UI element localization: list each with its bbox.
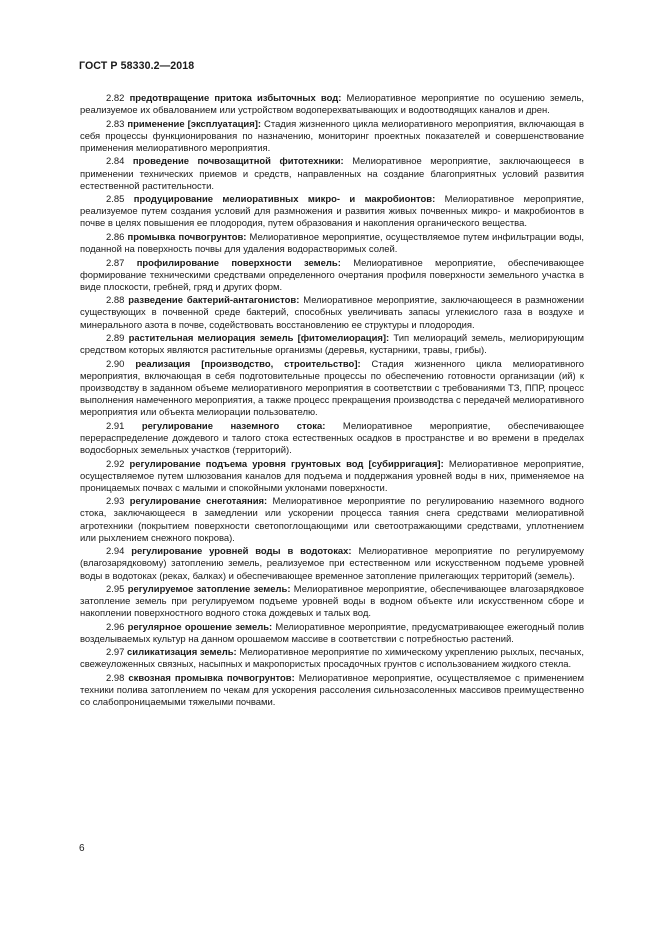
term-number: 2.87 bbox=[106, 257, 125, 269]
term-entry bbox=[80, 359, 584, 420]
term-entry bbox=[80, 119, 584, 155]
term-title: растительная мелиорация земель [фитомелиорация]: bbox=[128, 333, 390, 345]
term-definition: Тип мелиораций земель, мелиорирующим средством которых являются растительные организмы (деревья, кустарники, травы, грибы). bbox=[80, 333, 584, 357]
term-definition: Мелиоративное мероприятие, осуществляемое с применением техники полива затоплением по чекам для ускорения рассоления сильнозасоленных массивов преимущественно со слабопроницаемыми тяжелыми почвами. bbox=[80, 672, 584, 709]
term-definition: Мелиоративное мероприятие по регулируемому (влагозарядковому) затоплению земель, реализуемое при естественном или искусственном подъеме уровней воды в водотоках (реках, балках) и обеспечивающее временное затопление прилегающих территорий (земель). bbox=[80, 546, 584, 582]
document-header: ГОСТ Р 58330.2—2018 bbox=[79, 60, 195, 72]
term-entry bbox=[80, 421, 584, 457]
term-definition: Мелиоративное мероприятие, обеспечивающее формирование техническими средствами определенного очертания профиля поверхности земельного участка в виде плоскости, гребней, гряд и других форм. bbox=[80, 257, 584, 293]
term-definition: Стадия жизненного цикла мелиоративного мероприятия, включающая в себя процессы функционирования по назначению, мониторинг проектных показателей и совершенствование применения мелиоративного мероприятия. bbox=[80, 118, 585, 154]
term-number: 2.96 bbox=[106, 621, 125, 633]
term-number: 2.85 bbox=[106, 194, 125, 206]
term-number: 2.98 bbox=[106, 672, 125, 684]
term-definition: Мелиоративное мероприятие, заключающееся в размножении существующих в почвенной среде бактерий, способных увеличивать запасы углекислого газа в воздухе и минерального азота в почве, содействовать восстановлению ее структуры и плодородия. bbox=[80, 295, 585, 331]
term-entry bbox=[80, 459, 584, 495]
term-title: регулируемое затопление земель: bbox=[127, 583, 291, 595]
term-entry bbox=[80, 584, 584, 620]
term-definition: Мелиоративное мероприятие, осуществляемое путем шлюзования каналов для подъема и поддержания уровней воды в них, применяемое на проницаемых почвах с малыми и спокойными уклонами поверхности. bbox=[80, 458, 585, 494]
term-title: промывка почвогрунтов: bbox=[127, 231, 247, 243]
term-number: 2.90 bbox=[106, 358, 125, 370]
term-entry bbox=[80, 258, 584, 294]
term-title: регулирование подъема уровня грунтовых вод [субирригация]: bbox=[129, 458, 444, 470]
term-number: 2.92 bbox=[106, 458, 125, 470]
term-title: регулирование наземного стока: bbox=[141, 420, 326, 432]
term-title: силикатизация земель: bbox=[127, 647, 237, 659]
term-title: применение [эксплуатация]: bbox=[127, 118, 262, 130]
term-title: регулирование снеготаяния: bbox=[129, 496, 268, 508]
term-number: 2.86 bbox=[106, 231, 125, 243]
term-title: разведение бактерий-антагонистов: bbox=[128, 295, 300, 307]
term-title: предотвращение притока избыточных вод: bbox=[129, 93, 342, 104]
term-entry bbox=[80, 295, 584, 331]
term-title: регулярное орошение земель: bbox=[127, 621, 273, 633]
terms-list bbox=[80, 93, 584, 711]
term-number: 2.82 bbox=[106, 93, 125, 104]
term-entry bbox=[80, 647, 584, 671]
term-definition: Мелиоративное мероприятие, предусматривающее ежегодный полив возделываемых культур на данном орошаемом массиве в соответствии с потребностью растений. bbox=[80, 621, 584, 645]
term-definition: Мелиоративное мероприятие, осуществляемое путем инфильтрации воды, поданной на поверхность почвы для удаления водорастворимых солей. bbox=[80, 231, 585, 256]
term-definition: Мелиоративное мероприятие по регулированию наземного водного стока, заключающееся в замедлении или ускорении процесса таяния снега средствами мелиоративной агротехники (покрытием поверхности светопоглощающими или светоотражающими средствами, уплотнением или рыхлением снежного покрова). bbox=[80, 496, 585, 544]
term-definition: Мелиоративное мероприятие, реализуемое путем создания условий для размножения и развития живых почвенных микро- и макробионтов в почве в целях повышения ее плодородия, путем образования и накопления органического вещества. bbox=[80, 194, 584, 230]
term-number: 2.89 bbox=[106, 333, 125, 345]
term-entry bbox=[80, 673, 584, 709]
term-title: регулирование уровней воды в водотоках: bbox=[131, 546, 352, 558]
term-entry bbox=[80, 232, 584, 256]
term-number: 2.95 bbox=[106, 583, 125, 595]
term-definition: Мелиоративное мероприятие по химическому укреплению рыхлых, песчаных, свежеуложенных связных, насыпных и макропористых просадочных грунтов с использованием жидкого стекла. bbox=[80, 647, 585, 671]
term-number: 2.83 bbox=[106, 118, 125, 130]
term-entry bbox=[80, 546, 584, 582]
term-definition: Мелиоративное мероприятие, заключающееся в применении технических приемов и средств, направленных на создание благоприятных условий развития естественной растительности. bbox=[80, 156, 585, 192]
term-title: проведение почвозащитной фитотехники: bbox=[132, 156, 344, 168]
term-entry bbox=[80, 194, 584, 230]
term-definition: Мелиоративное мероприятие, обеспечивающее перераспределение дождевого и талого стока естественных осадков в пространстве и во времени в пределах водосборных земельных участков (территорий). bbox=[80, 420, 585, 457]
term-entry bbox=[80, 496, 584, 545]
term-number: 2.93 bbox=[106, 496, 125, 508]
term-definition: Мелиоративное мероприятие, обеспечивающее влагозарядковое затопление земель при регулируемом подъеме уровней воды в водном объекте или искусственном сборе и накоплении поверхностного водного стока дождевых и талых вод. bbox=[80, 583, 585, 620]
page-number: 6 bbox=[79, 843, 85, 854]
term-entry bbox=[80, 156, 584, 192]
term-number: 2.91 bbox=[106, 420, 125, 432]
term-number: 2.84 bbox=[106, 156, 125, 168]
term-definition: Мелиоративное мероприятие по осушению земель, реализуемое их обвалованием или устройством водоперехватывающих и водоотводящих каналов и дрен. bbox=[80, 93, 584, 117]
term-number: 2.94 bbox=[106, 546, 125, 558]
term-entry bbox=[80, 622, 584, 646]
term-title: продуцирование мелиоративных микро- и макробионтов: bbox=[133, 194, 436, 206]
term-definition: Стадия жизненного цикла мелиоративного мероприятия, включающая в себя подготовительные процессы по обеспечению готовности организации (ий) к производству в заданном объеме мелиоративного мероприятия в соответствии с требованиями ТЗ, ППР, процесс выполнения намеченного мероприятия, а также процесс прекращения производства с передачей мелиоративного мероприятия или объекта мелиорации пользователю. bbox=[80, 358, 584, 419]
term-title: профилирование поверхности земель: bbox=[136, 257, 341, 269]
term-number: 2.88 bbox=[106, 295, 125, 307]
term-title: сквозная промывка почвогрунтов: bbox=[128, 672, 295, 684]
term-entry bbox=[80, 333, 584, 357]
term-title: реализация [производство, строительство]: bbox=[135, 358, 361, 370]
term-entry bbox=[80, 93, 584, 117]
term-number: 2.97 bbox=[106, 647, 125, 659]
